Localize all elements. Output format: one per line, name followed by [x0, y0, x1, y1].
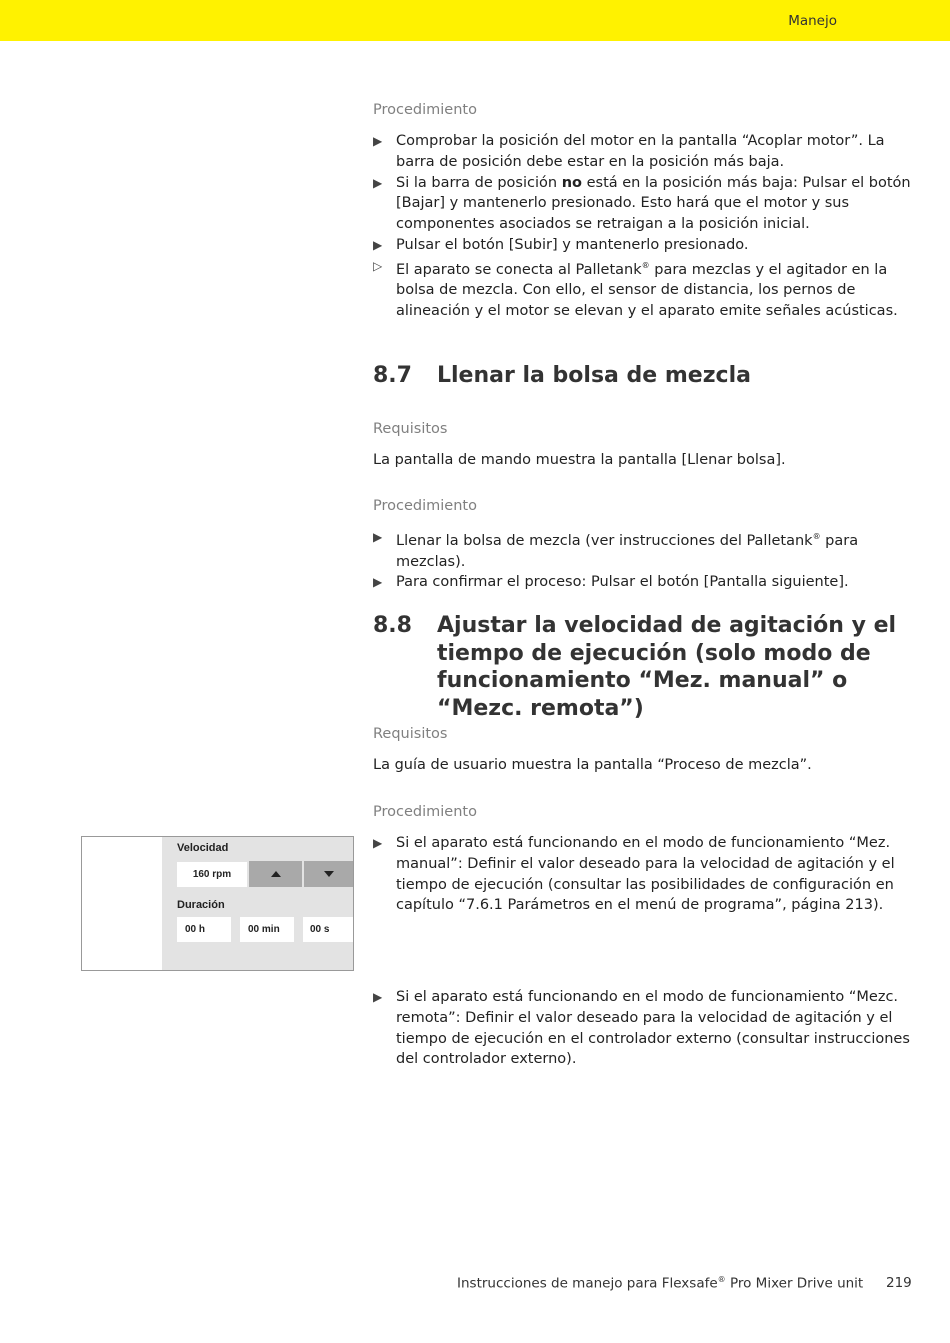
- step-text: está en la posición más baja: Pulsar el botón [Bajar] y mantenerlo presionado. Esto hará que el motor y sus componentes asociados se retraigan a la posición inicial.: [396, 174, 911, 233]
- registered-mark: ®: [812, 532, 821, 541]
- header-band: [0, 0, 950, 41]
- section-title-text: Ajustar la velocidad de agitación y el tiempo de ejecución (solo modo de funcionamiento “Mez. manual” o “Mezc. remota”): [437, 613, 897, 721]
- section-8-7-title: [373, 362, 918, 390]
- procedure-heading-3: Procedimiento: [373, 804, 477, 820]
- header-section-label: Manejo: [788, 13, 837, 29]
- step-text: Pulsar el botón [Subir] y mantenerlo presionado.: [396, 236, 749, 253]
- list-item: [373, 833, 918, 916]
- duration-label: Duración: [177, 899, 225, 911]
- step-text: Comprobar la posición del motor en la pantalla “Acoplar motor”. La barra de posición debe estar en la posición más baja.: [396, 133, 885, 170]
- section-number: 8.7: [373, 363, 412, 388]
- speed-label: Velocidad: [177, 842, 229, 854]
- list-item: [373, 173, 918, 235]
- procedure-steps-3a: [373, 833, 918, 916]
- procedure-heading-1: Procedimiento: [373, 102, 477, 118]
- requirements-heading: Requisitos: [373, 421, 448, 437]
- settings-panel: [162, 837, 353, 970]
- step-marker-icon: ▶: [373, 530, 383, 544]
- section-title-text: Llenar la bolsa de mezcla: [437, 363, 751, 388]
- speed-increase-button[interactable]: [249, 861, 302, 887]
- procedure-steps-2: [373, 527, 918, 593]
- list-item: [373, 572, 918, 593]
- page-number: 219: [886, 1275, 912, 1291]
- triangle-down-icon: [324, 871, 334, 877]
- step-marker-icon: ▶: [373, 134, 383, 148]
- minutes-field[interactable]: 00 min: [240, 917, 294, 942]
- mixing-process-screen: [81, 836, 354, 971]
- step-text: para mezclas y el agitador en la bolsa de mezcla. Con ello, el sensor de distancia, los pernos de alineación y el motor se elevan y el aparato emite señales acústicas.: [396, 261, 898, 320]
- hours-field[interactable]: 00 h: [177, 917, 231, 942]
- step-text: El aparato se conecta al Palletank: [396, 261, 642, 278]
- section-8-8-title: [373, 612, 918, 722]
- step-marker-icon: ▶: [373, 237, 383, 252]
- section-number: 8.8: [373, 613, 412, 638]
- triangle-up-icon: [271, 871, 281, 877]
- list-item: [373, 131, 918, 173]
- step-text: Para confirmar el proceso: Pulsar el botón [Pantalla siguiente].: [396, 574, 849, 591]
- procedure-heading-2: Procedimiento: [373, 498, 477, 514]
- result-marker-icon: ▷: [373, 258, 383, 273]
- footer-text: Instrucciones de manejo para Flexsafe: [457, 1275, 718, 1292]
- speed-value-field[interactable]: 160 rpm: [177, 862, 247, 887]
- requirements-heading: Requisitos: [373, 726, 448, 742]
- procedure-steps-3b: [373, 987, 918, 1070]
- list-item: [373, 235, 918, 256]
- list-item: [373, 987, 918, 1070]
- step-marker-icon: ▶: [373, 990, 383, 1004]
- footer-document-title: [457, 1275, 863, 1292]
- step-marker-icon: ▶: [373, 575, 383, 590]
- step-emphasis: no: [561, 174, 582, 191]
- step-text: Si la barra de posición: [396, 174, 562, 191]
- registered-mark: ®: [717, 1275, 726, 1284]
- step-marker-icon: ▶: [373, 175, 383, 190]
- requirements-text: La pantalla de mando muestra la pantalla [Llenar bolsa].: [373, 452, 786, 468]
- step-text: para mezclas).: [396, 532, 859, 570]
- requirements-text: La guía de usuario muestra la pantalla “Proceso de mezcla”.: [373, 757, 812, 773]
- list-item: [373, 527, 918, 572]
- list-item: [373, 256, 918, 322]
- speed-decrease-button[interactable]: [304, 861, 353, 887]
- step-text: Si el aparato está funcionando en el modo de funcionamiento “Mez. manual”: Definir el valor deseado para la velocidad de agitación y el tiempo de ejecución (consultar las posibilidades de configuración en capítulo “7.6.1 Parámetros en el menú de programa”, página 213).: [396, 835, 895, 914]
- step-marker-icon: ▶: [373, 836, 383, 850]
- seconds-field[interactable]: 00 s: [303, 917, 353, 942]
- procedure-steps-1: [373, 131, 918, 322]
- footer-text: Pro Mixer Drive unit: [725, 1275, 864, 1292]
- step-text: Llenar la bolsa de mezcla (ver instrucciones del Palletank: [396, 532, 813, 549]
- registered-mark: ®: [641, 260, 650, 270]
- step-text: Si el aparato está funcionando en el modo de funcionamiento “Mezc. remota”: Definir el valor deseado para la velocidad de agitación y el tiempo de ejecución en el controlador externo (consultar instrucciones del controlador externo).: [396, 989, 910, 1068]
